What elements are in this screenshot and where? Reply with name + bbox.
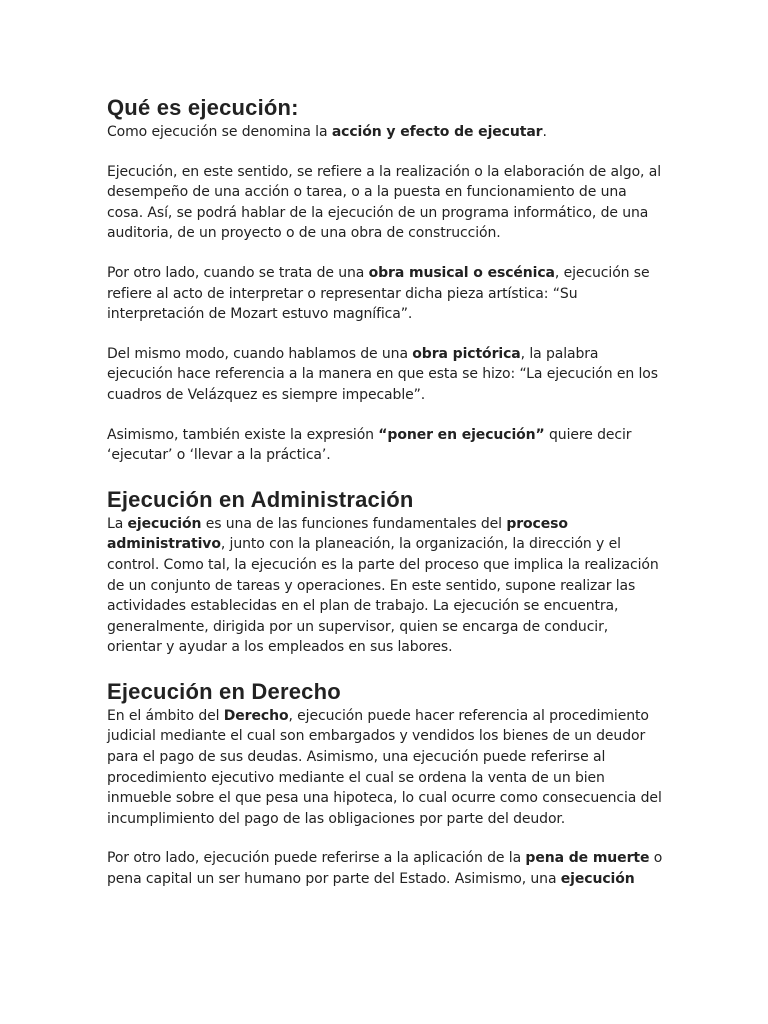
- text-run: La: [107, 515, 128, 532]
- bold-term: ejecución: [127, 515, 202, 532]
- bold-term: proceso administrativo: [107, 515, 568, 553]
- paragraph-pictorial-work: [107, 344, 663, 406]
- bold-term: obra pictórica: [412, 345, 521, 362]
- paragraph-general-meaning: [107, 162, 663, 244]
- bold-term: obra musical o escénica: [368, 264, 555, 281]
- text-run: Como ejecución se denomina la: [107, 124, 332, 140]
- paragraph-expression: [107, 425, 663, 466]
- text-run: , ejecución puede hacer referencia al procedimiento judicial mediante el cual son embargados y vendidos los bienes de un deudor para el pago de sus deudas. Asimismo, una ejecución puede referirse al procedimiento ejecutivo mediante el cual se ordena la venta de un bien inmueble sobre el que pesa una hipoteca, lo cual ocurre como consecuencia del incumplimiento del pago de las obligaciones por parte del deudor.: [107, 707, 662, 827]
- text-run: quiere decir ‘ejecutar’ o ‘llevar a la práctica’.: [107, 426, 632, 464]
- text-run: Del mismo modo, cuando hablamos de una: [107, 345, 413, 362]
- bold-term: pena de muerte: [525, 850, 650, 867]
- text-run: es una de las funciones fundamentales del: [201, 515, 507, 532]
- section-title-administracion: Ejecución en Administración: [107, 486, 414, 512]
- paragraph-definition: [107, 122, 663, 143]
- text-run: Por otro lado, cuando se trata de una: [107, 264, 369, 281]
- section-title-que-es-ejecucion: Qué es ejecución:: [107, 95, 299, 120]
- paragraph-pena-de-muerte: [107, 848, 663, 889]
- text-run: Por otro lado, ejecución puede referirse a la aplicación de la: [107, 850, 526, 867]
- text-run: , la palabra ejecución hace referencia a la manera en que esta se hizo: “La ejecución en los cuadros de Velázquez es siempre impecable”.: [107, 345, 658, 403]
- text-run: Asimismo, también existe la expresión: [107, 426, 379, 443]
- text-run: o pena capital un ser humano por parte del Estado. Asimismo, una: [107, 850, 663, 888]
- section-title-derecho: Ejecución en Derecho: [107, 678, 341, 704]
- bold-term: ejecución: [560, 871, 635, 888]
- text-run: Ejecución, en este sentido, se refiere a la realización o la elaboración de algo, al desempeño de una acción o tarea, o a la puesta en funcionamiento de una cosa. Así, se podrá hablar de la ejecución de un programa informático, de una auditoria, de un proyecto o de una obra de construcción.: [107, 163, 662, 242]
- bold-term: Derecho: [223, 707, 289, 724]
- text-run: .: [542, 124, 547, 140]
- text-run: , ejecución se refiere al acto de interpretar o representar dicha pieza artística: “Su interpretación de Mozart estuvo magnífica”.: [107, 264, 650, 323]
- text-run: , junto con la planeación, la organización, la dirección y el control. Como tal, la ejecución es la parte del proceso que implica la realización de un conjunto de tareas y operaciones. En este sentido, supone realizar las actividades establecidas en el plan de trabajo. La ejecución se encuentra, generalmente, dirigida por un supervisor, quien se encarga de conducir, orientar y ayudar a los empleados en sus labores.: [107, 536, 659, 656]
- paragraph-musical-work: [107, 263, 663, 325]
- document-page: [107, 94, 663, 890]
- paragraph-administracion: [107, 514, 663, 658]
- bold-term: “poner en ejecución”: [378, 426, 545, 443]
- bold-term: acción y efecto de ejecutar: [331, 124, 543, 140]
- text-run: En el ámbito del: [107, 707, 224, 724]
- paragraph-derecho: [107, 706, 663, 830]
